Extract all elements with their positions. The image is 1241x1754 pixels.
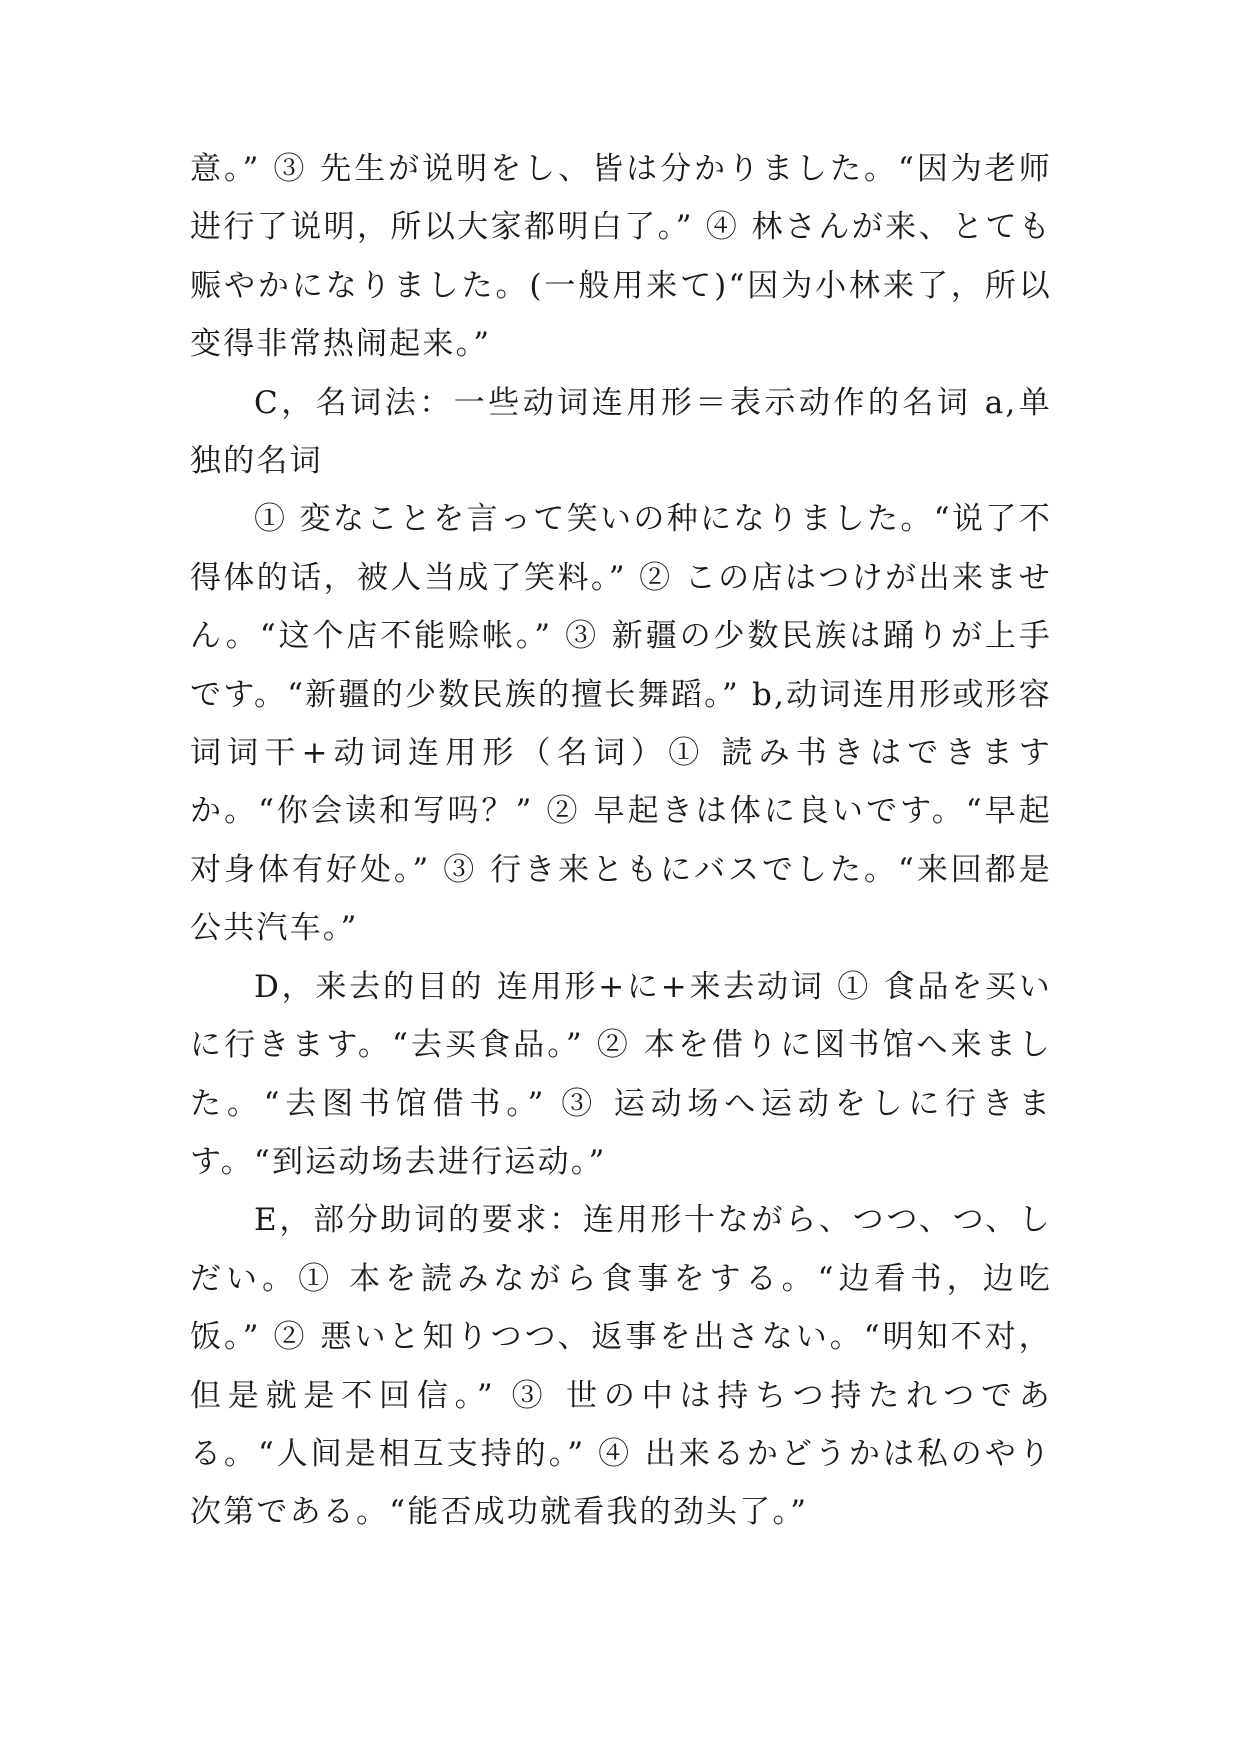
- document-page: [190, 140, 1052, 1542]
- paragraph-e-particles: E，部分助词的要求：连用形十ながら、つつ、つ、しだい。① 本を読みながら食事をする。“边看书，边吃饭。” ② 悪いと知りつつ、返事を出さない。“明知不对，但是就是不回信。” ③ 世の中は持ちつ持たれつである。“人间是相互支持的。” ④ 出来るかどうかは私のやり次第である。“能否成功就看我的劲头了。”: [190, 1202, 1052, 1531]
- paragraph-d-purpose: D，来去的目的 连用形+に+来去动词 ① 食品を买いに行きます。“去买食品。” ② 本を借りに図书馆へ来ました。“去图书馆借书。” ③ 运动场へ运动をしに行きます。“到运动场去进行运动。”: [190, 968, 1052, 1180]
- paragraph-c-nominal-usage: C，名词法：一些动词连用形＝表示动作的名词 a,单独的名词: [190, 384, 1052, 480]
- paragraph-c-examples: ① 変なことを言って笑いの种になりました。“说了不得体的话，被人当成了笑料。” ② この店はつけが出来ません。“这个店不能赊帐。” ③ 新疆の少数民族は踊りが上手です。“新疆的少数民族的擅长舞蹈。” b,动词连用形或形容词词干+动词连用形（名词）① 読み书きはできますか。“你会读和写吗？” ② 早起きは体に良いです。“早起对身体有好处。” ③ 行き来ともにバスでした。“来回都是公共汽车。”: [190, 501, 1052, 947]
- paragraph-continuation: 意。” ③ 先生が说明をし、皆は分かりました。“因为老师进行了说明，所以大家都明白了。” ④ 林さんが来、とても赈やかになりました。(一般用来て)“因为小林来了，所以变得非常热闹起来。”: [190, 151, 1052, 363]
